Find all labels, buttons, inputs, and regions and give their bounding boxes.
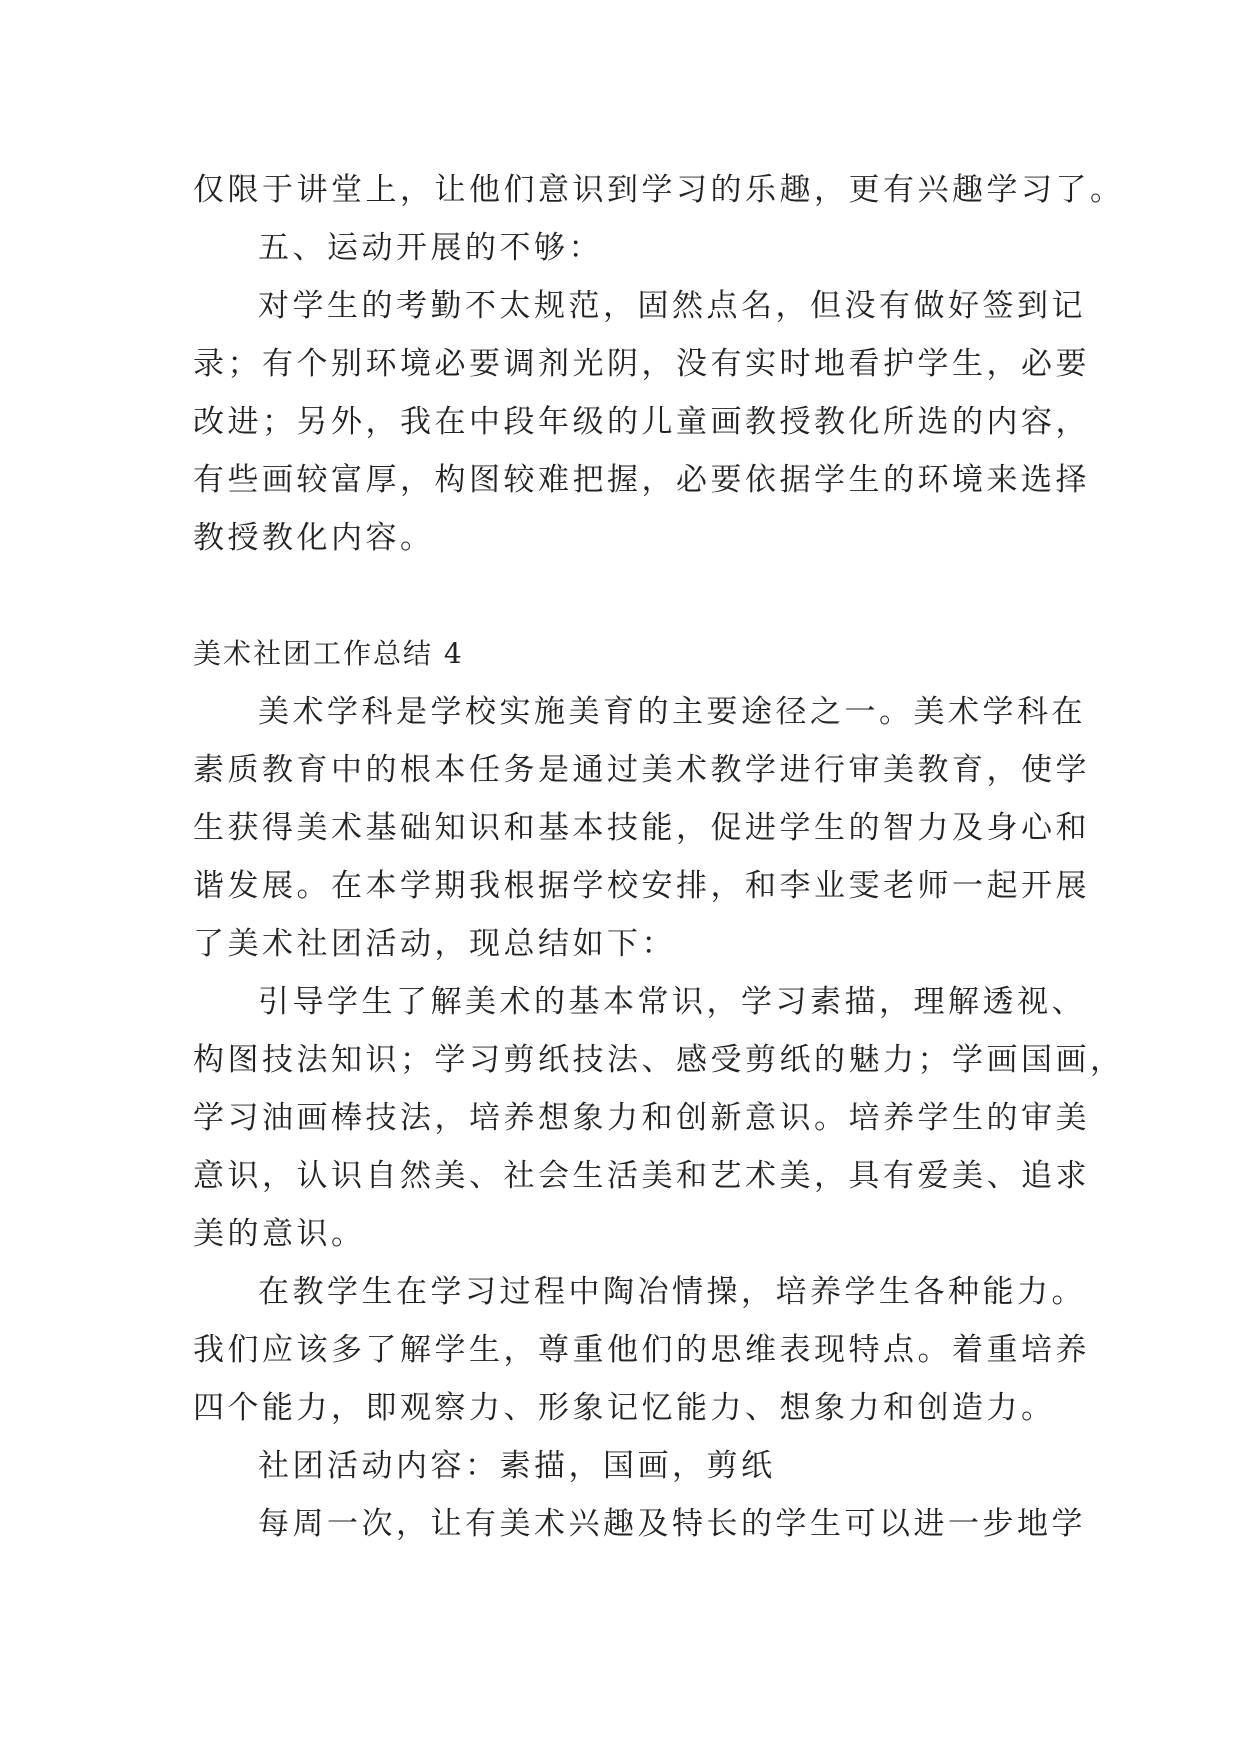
paragraph-line: 录；有个别环境必要调剂光阴，没有实时地看护学生，必要 bbox=[193, 346, 1090, 382]
paragraph-line: 素质教育中的根本任务是通过美术教学进行审美教育，使学 bbox=[193, 752, 1090, 788]
paragraph-line: 了美术社团活动，现总结如下： bbox=[193, 926, 676, 962]
paragraph-line: 有些画较富厚，构图较难把握，必要依据学生的环境来选择 bbox=[193, 462, 1090, 498]
paragraph-line: 美的意识。 bbox=[193, 1216, 366, 1252]
paragraph-line: 仅限于讲堂上，让他们意识到学习的乐趣，更有兴趣学习了。 bbox=[193, 172, 1125, 208]
paragraph-line: 我们应该多了解学生，尊重他们的思维表现特点。着重培养 bbox=[193, 1332, 1090, 1368]
paragraph-line: 社团活动内容：素描，国画，剪纸 bbox=[258, 1448, 776, 1484]
paragraph-line: 在教学生在学习过程中陶冶情操，培养学生各种能力。 bbox=[258, 1274, 1086, 1310]
paragraph-line: 改进；另外，我在中段年级的儿童画教授教化所选的内容， bbox=[193, 404, 1090, 440]
paragraph-line: 对学生的考勤不太规范，固然点名，但没有做好签到记 bbox=[258, 288, 1086, 324]
document-title: 美术社团工作总结 4 bbox=[193, 637, 464, 670]
paragraph-line: 生获得美术基础知识和基本技能，促进学生的智力及身心和 bbox=[193, 810, 1090, 846]
paragraph-line: 四个能力，即观察力、形象记忆能力、想象力和创造力。 bbox=[193, 1390, 1056, 1426]
section-heading: 五、运动开展的不够： bbox=[258, 230, 603, 266]
paragraph-line: 教授教化内容。 bbox=[193, 520, 435, 556]
paragraph-line: 美术学科是学校实施美育的主要途径之一。美术学科在 bbox=[258, 694, 1086, 730]
paragraph-line: 构图技法知识；学习剪纸技法、感受剪纸的魅力；学画国画， bbox=[193, 1042, 1125, 1078]
paragraph-line: 引导学生了解美术的基本常识，学习素描，理解透视、 bbox=[258, 984, 1086, 1020]
paragraph-line: 学习油画棒技法，培养想象力和创新意识。培养学生的审美 bbox=[193, 1100, 1090, 1136]
paragraph-line: 每周一次，让有美术兴趣及特长的学生可以进一步地学 bbox=[258, 1506, 1086, 1542]
paragraph-line: 谐发展。在本学期我根据学校安排，和李业雯老师一起开展 bbox=[193, 868, 1090, 904]
paragraph-line: 意识，认识自然美、社会生活美和艺术美，具有爱美、追求 bbox=[193, 1158, 1090, 1194]
